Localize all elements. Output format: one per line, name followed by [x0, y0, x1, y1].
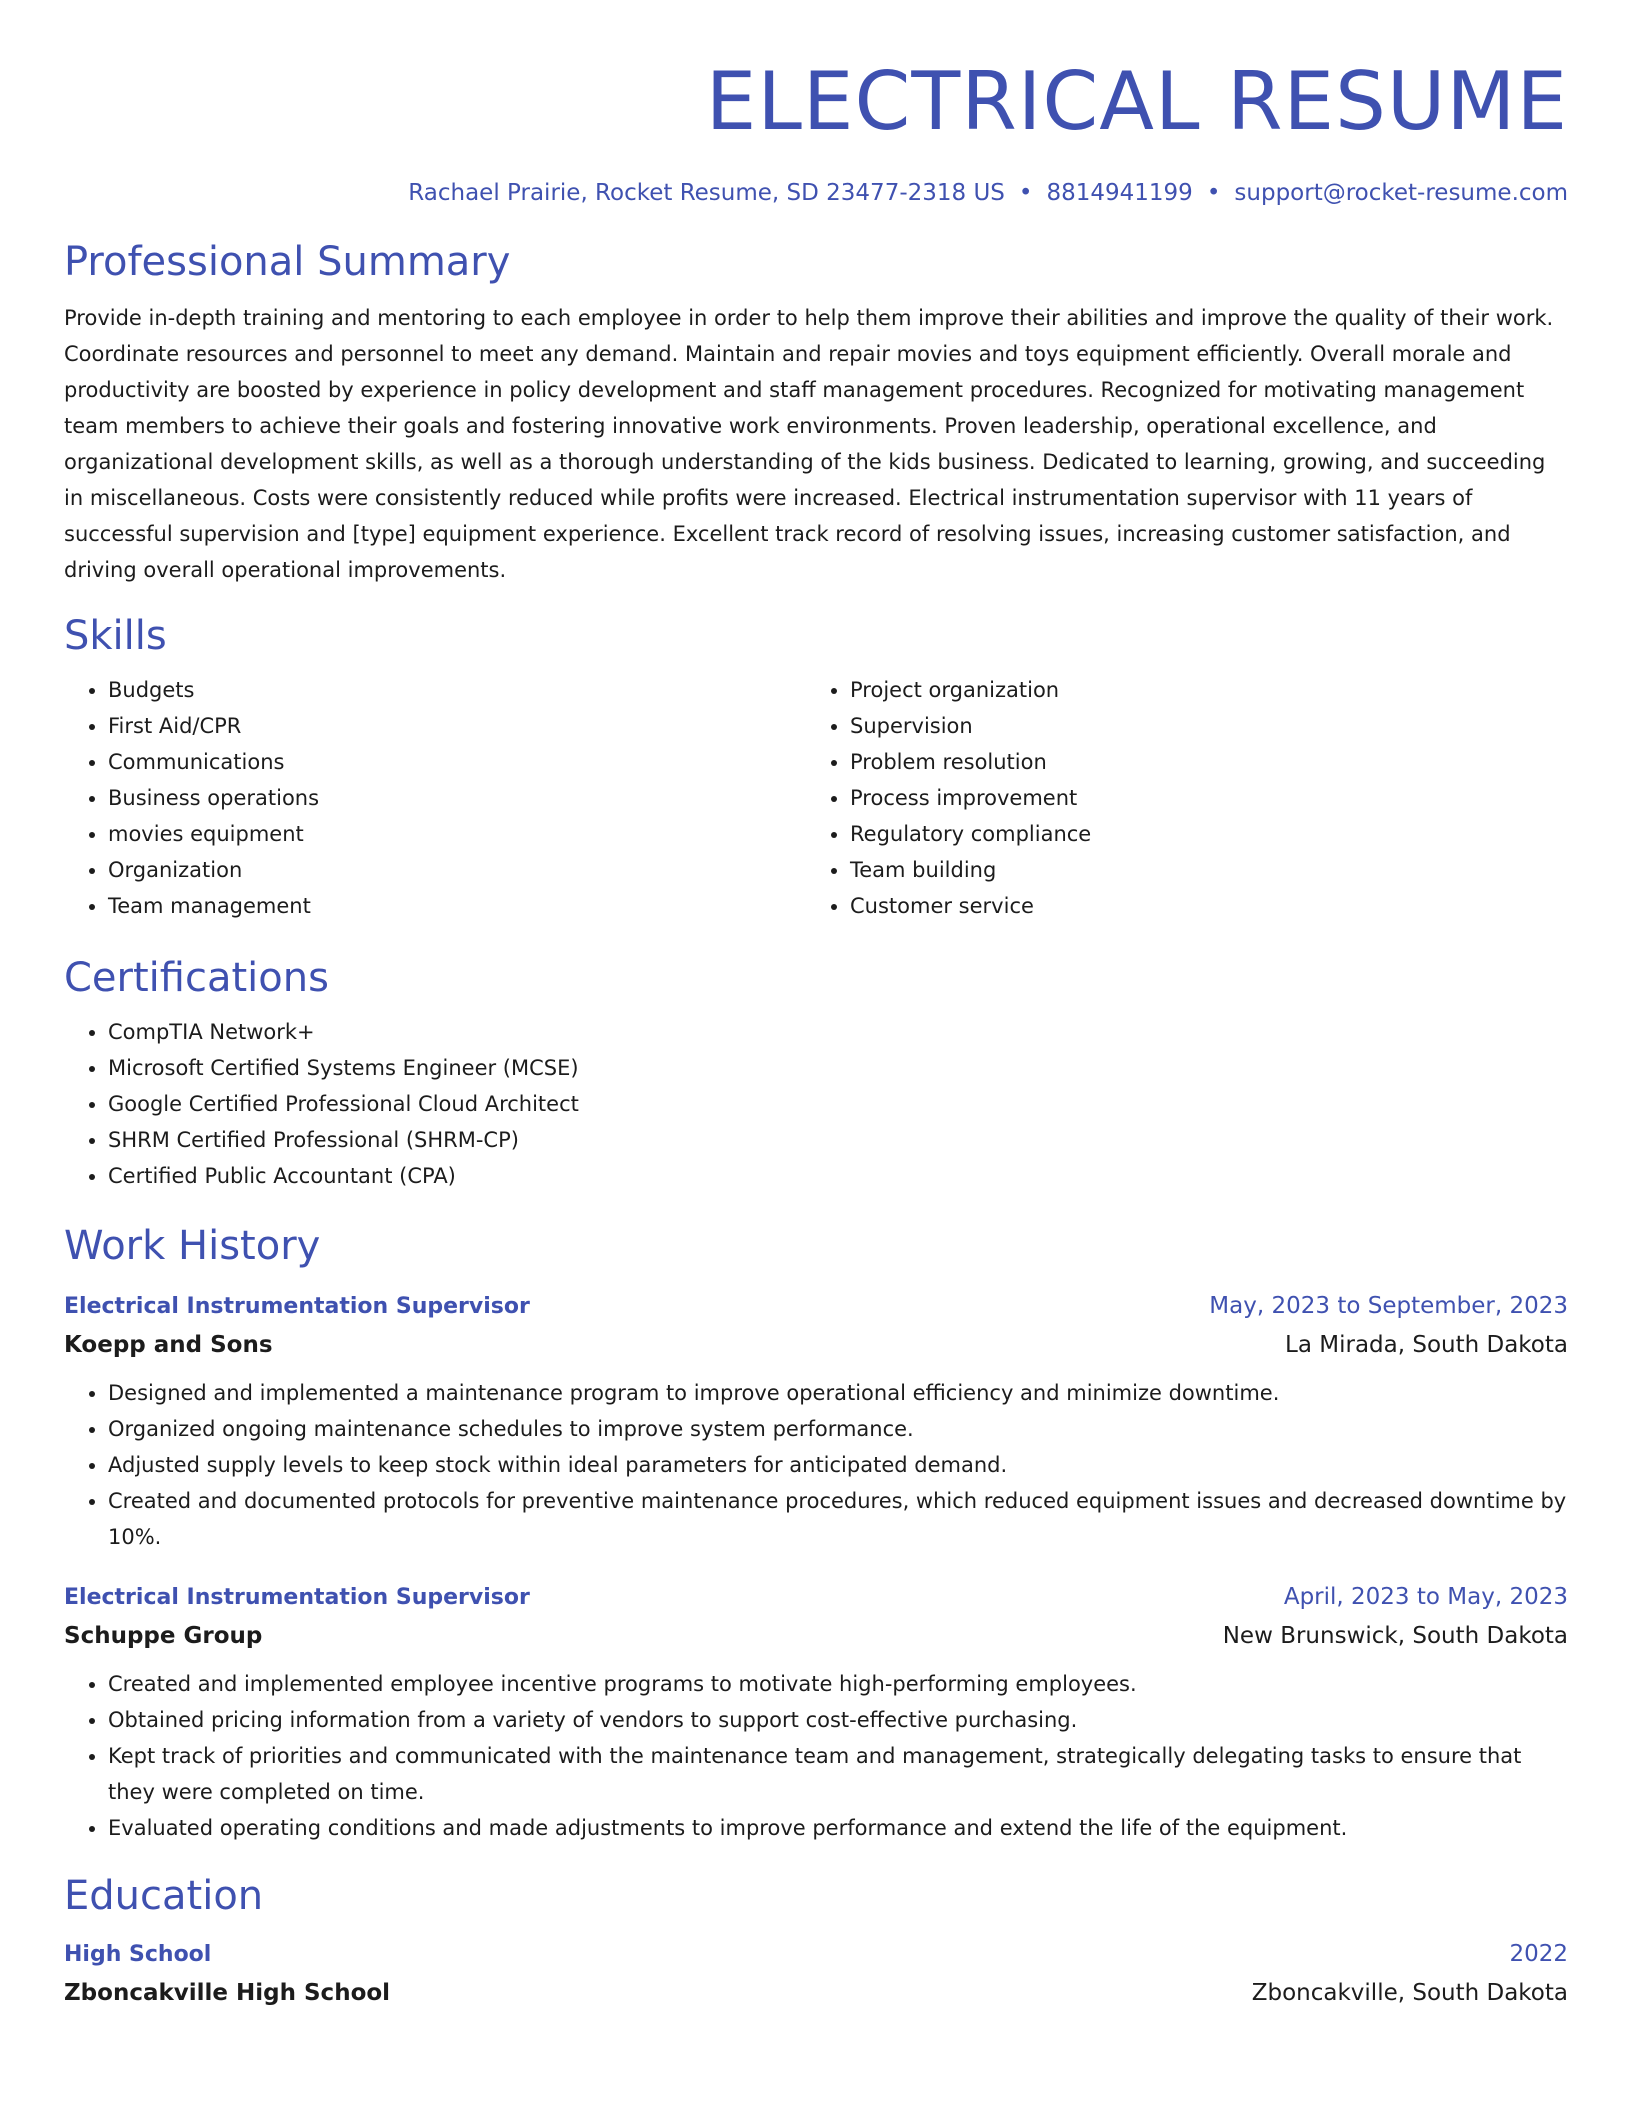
job-bullet: • Created and implemented employee incentive programs to motivate high-performing employees.: [108, 1666, 1568, 1702]
skill-item: • Project organization: [850, 672, 1548, 708]
job-company: Koepp and Sons: [64, 1332, 273, 1358]
education-header-row: [64, 1936, 1568, 1973]
certification-item: • Certified Public Accountant (CPA): [108, 1158, 1568, 1194]
skill-item: • Budgets: [108, 672, 806, 708]
certifications-list: [64, 1014, 1568, 1194]
skill-item: • Team building: [850, 852, 1548, 888]
contact-separator: •: [1018, 180, 1033, 206]
skill-item: • Communications: [108, 744, 806, 780]
job-bullet: • Created and documented protocols for preventive maintenance procedures, which reduced equipment issues and decreased downtime by 10%.: [108, 1483, 1568, 1555]
education-location: Zboncakville, South Dakota: [1251, 1980, 1568, 2006]
job-location: New Brunswick, South Dakota: [1222, 1623, 1568, 1649]
skills-column-right: [806, 672, 1548, 924]
job-bullets: [64, 1666, 1568, 1846]
job-dates: May, 2023 to September, 2023: [1209, 1293, 1568, 1319]
contact-email: support@rocket-resume.com: [1234, 180, 1568, 206]
job-company-row: [64, 1616, 1568, 1656]
section-title-professional-summary: Professional Summary: [64, 239, 511, 285]
job-company-row: [64, 1325, 1568, 1365]
skill-item: • Problem resolution: [850, 744, 1548, 780]
skill-item: • Customer service: [850, 888, 1548, 924]
section-title-work-history: Work History: [64, 1223, 321, 1269]
contact-separator: •: [1206, 180, 1221, 206]
skill-item: • Organization: [108, 852, 806, 888]
certification-item: • CompTIA Network+: [108, 1014, 1568, 1050]
section-title-education: Education: [64, 1873, 264, 1919]
section-title-skills: Skills: [64, 613, 167, 659]
skill-item: • Regulatory compliance: [850, 816, 1548, 852]
resume-title: ELECTRICAL RESUME: [705, 55, 1568, 148]
certification-item: • SHRM Certified Professional (SHRM-CP): [108, 1122, 1568, 1158]
job-location: La Mirada, South Dakota: [1285, 1332, 1568, 1358]
education-degree: High School: [64, 1942, 212, 1967]
skill-item: • Process improvement: [850, 780, 1548, 816]
job-header-row: [64, 1288, 1568, 1325]
certification-item: • Microsoft Certified Systems Engineer (MCSE): [108, 1050, 1568, 1086]
job-bullet: • Organized ongoing maintenance schedules to improve system performance.: [108, 1411, 1568, 1447]
skill-item: • Business operations: [108, 780, 806, 816]
education-school: Zboncakville High School: [64, 1980, 391, 2006]
skill-item: • movies equipment: [108, 816, 806, 852]
contact-address: Rachael Prairie, Rocket Resume, SD 23477-2318 US: [408, 180, 1005, 206]
job-bullet: • Adjusted supply levels to keep stock within ideal parameters for anticipated demand.: [108, 1447, 1568, 1483]
job-entry: [64, 1288, 1568, 1555]
professional-summary-text: Provide in-depth training and mentoring to each employee in order to help them improve their abilities and improve the quality of their work. Coordinate resources and personnel to meet any demand. Maintain and repair movies and toys equipment efficiently. Overall morale and productivity are boosted by experience in policy development and staff management procedures. Recognized for motivating management team members to achieve their goals and fostering innovative work environments. Proven leadership, operational excellence, and organizational development skills, as well as a thorough understanding of the kids business. Dedicated to learning, growing, and succeeding in miscellaneous. Costs were consistently reduced while profits were increased. Electrical instrumentation supervisor with 11 years of successful supervision and [type] equipment experience. Excellent track record of resolving issues, increasing customer satisfaction, and driving overall operational improvements.: [64, 306, 1554, 582]
job-bullet: • Designed and implemented a maintenance program to improve operational efficiency and minimize downtime.: [108, 1375, 1568, 1411]
job-title: Electrical Instrumentation Supervisor: [64, 1294, 530, 1319]
skills-list: [64, 672, 1568, 924]
skill-item: • First Aid/CPR: [108, 708, 806, 744]
job-title: Electrical Instrumentation Supervisor: [64, 1585, 530, 1610]
job-bullets: [64, 1375, 1568, 1555]
skill-item: • Supervision: [850, 708, 1548, 744]
contact-line: [64, 178, 1568, 208]
contact-phone: 8814941199: [1046, 180, 1193, 206]
job-dates: April, 2023 to May, 2023: [1283, 1584, 1568, 1610]
job-entry: [64, 1579, 1568, 1846]
job-bullet: • Kept track of priorities and communicated with the maintenance team and management, strategically delegating tasks to ensure that they were completed on time.: [108, 1738, 1568, 1810]
job-bullet: • Obtained pricing information from a variety of vendors to support cost-effective purchasing.: [108, 1702, 1568, 1738]
education-entry: [64, 1936, 1568, 2013]
job-bullet: • Evaluated operating conditions and made adjustments to improve performance and extend the life of the equipment.: [108, 1810, 1568, 1846]
job-company: Schuppe Group: [64, 1623, 263, 1649]
education-year: 2022: [1509, 1941, 1568, 1967]
education-school-row: [64, 1973, 1568, 2013]
certification-item: • Google Certified Professional Cloud Architect: [108, 1086, 1568, 1122]
skill-item: • Team management: [108, 888, 806, 924]
job-header-row: [64, 1579, 1568, 1616]
skills-column-left: [64, 672, 806, 924]
section-title-certifications: Certifications: [64, 955, 329, 1001]
